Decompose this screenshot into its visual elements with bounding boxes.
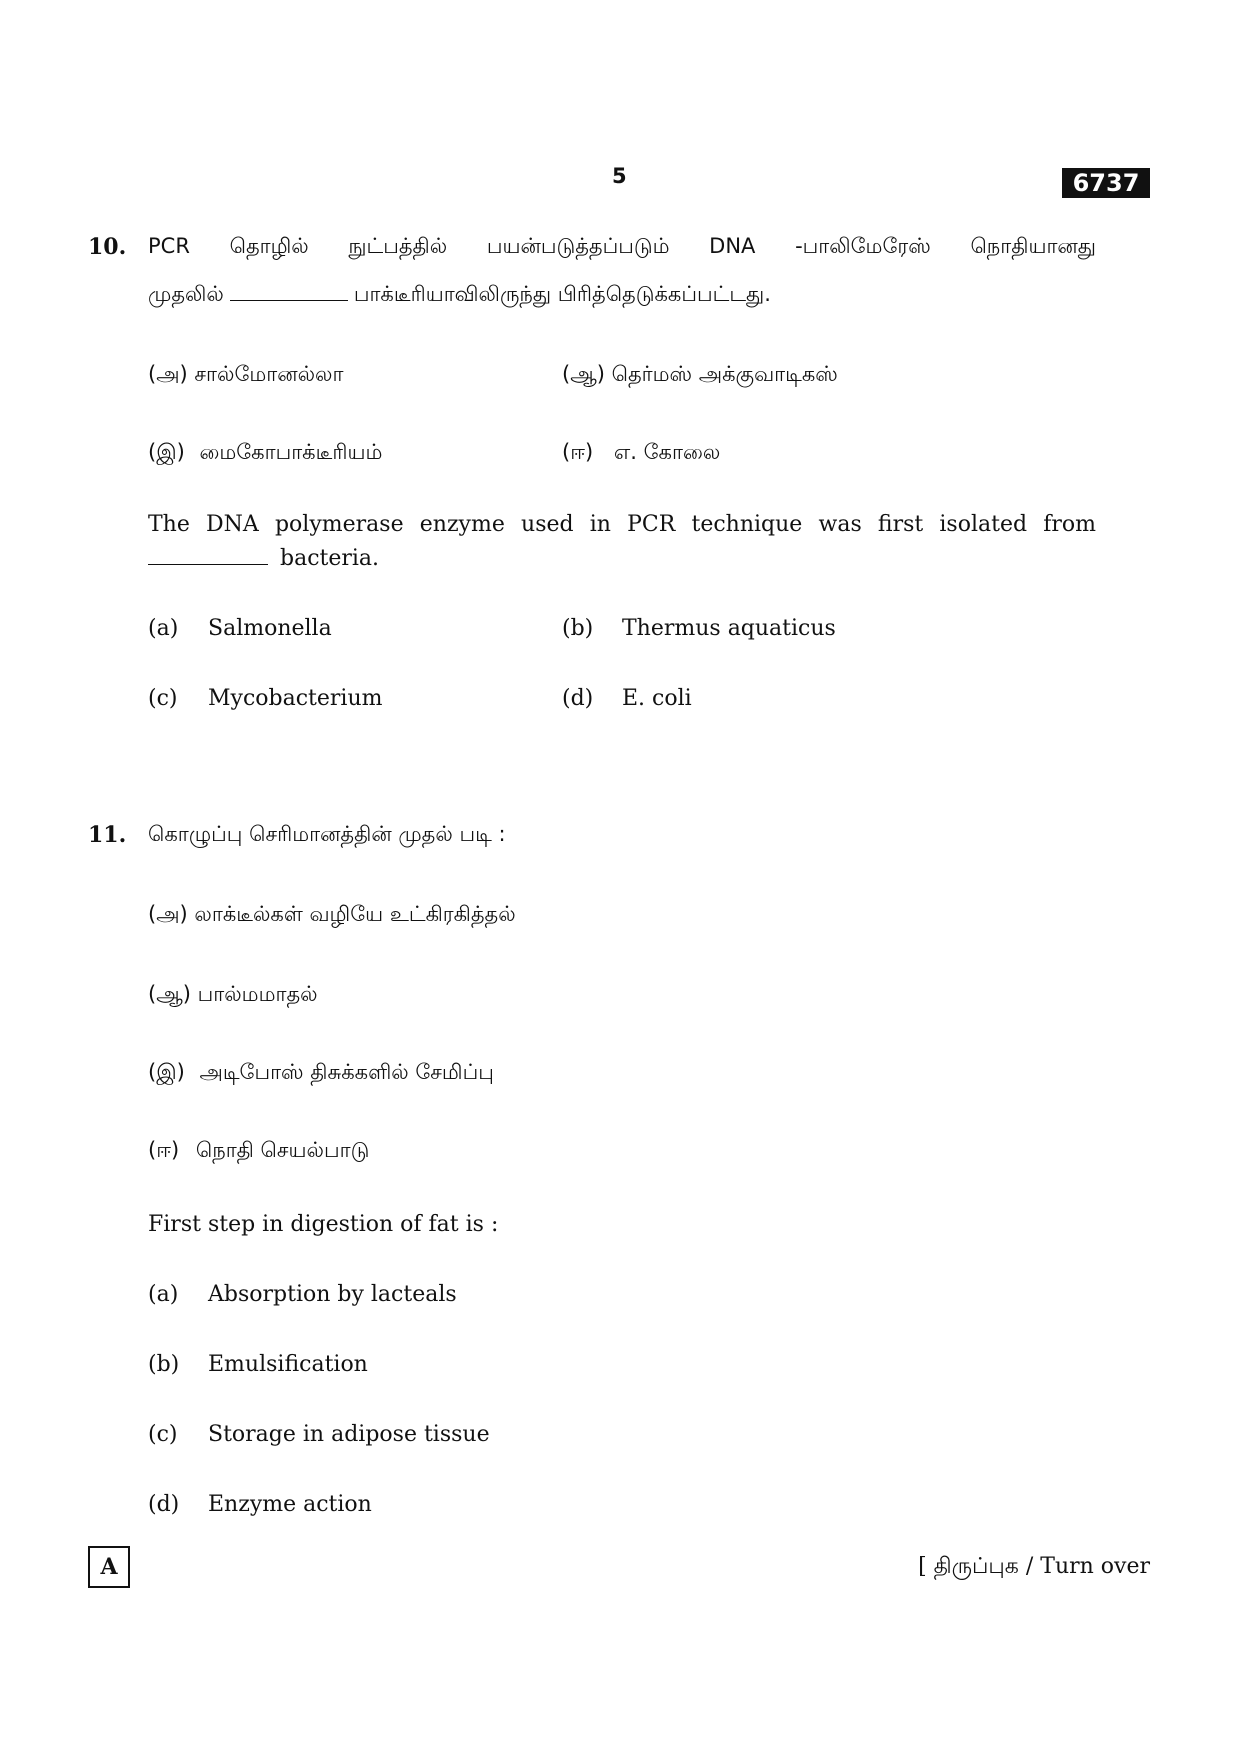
option-letter: (ஈ) [562,440,594,464]
q11-tamil-option-a [148,902,516,929]
option-letter: (அ) [148,902,188,926]
option-letter: (a) [148,616,179,641]
option-letter: (d) [148,1492,180,1517]
q10-tamil-line2-pre: முதலில் [148,282,224,306]
q10-tamil-option-b [562,362,838,389]
option-text: லாக்டீல்கள் வழியே உட்கிரகித்தல் [194,902,516,926]
q10-tamil-line2 [148,282,771,309]
q10-english-line2 [148,546,379,571]
q11-tamil-option-d [148,1138,369,1165]
option-letter: (c) [148,1422,178,1447]
turn-over-label: [ திருப்புக / Turn over [918,1554,1150,1579]
q11-tamil-option-b [148,982,318,1009]
q10-tamil-line1: PCR தொழில் நுட்பத்தில் பயன்படுத்தப்படும் DNA -பாலிமேரேஸ் நொதியானது [148,234,1096,258]
paper-code-badge: 6737 [1062,168,1150,198]
series-letter-box: A [88,1546,130,1588]
option-text: E. coli [622,686,692,711]
q11-tamil-option-c [148,1060,494,1087]
q10-tamil-option-a [148,362,343,389]
q10-tamil-option-c [148,440,382,467]
option-text: எ. கோலை [613,440,721,464]
option-text: பால்மமாதல் [197,982,318,1006]
option-text: Mycobacterium [208,686,383,711]
option-letter: (c) [148,686,178,711]
option-letter: (a) [148,1282,179,1307]
option-letter: (d) [562,686,594,711]
option-text: Absorption by lacteals [208,1282,457,1307]
q10-tamil-line2-post: பாக்டீரியாவிலிருந்து பிரித்தெடுக்கப்பட்டது. [353,282,771,306]
option-text: சால்மோனல்லா [194,362,344,386]
question-number-11: 11. [88,822,127,848]
option-letter: (ஈ) [148,1138,180,1162]
q11-tamil-question: கொழுப்பு செரிமானத்தின் முதல் படி : [148,822,506,846]
question-number-10: 10. [88,234,127,260]
q10-english-blank [148,563,268,565]
q10-tamil-option-d [562,440,720,467]
option-text: அடிபோஸ் திசுக்களில் சேமிப்பு [199,1060,494,1084]
option-text: நொதி செயல்பாடு [195,1138,370,1162]
option-letter: (b) [148,1352,180,1377]
option-letter: (b) [562,616,594,641]
page-number: 5 [612,164,627,188]
q10-english-line1: The DNA polymerase enzyme used in PCR technique was first isolated from [148,512,1096,537]
option-text: Storage in adipose tissue [208,1422,490,1447]
option-text: Enzyme action [208,1492,372,1517]
option-letter: (இ) [148,1060,185,1084]
option-text: Salmonella [208,616,332,641]
option-text: மைகோபாக்டீரியம் [199,440,383,464]
option-letter: (இ) [148,440,185,464]
option-letter: (அ) [148,362,188,386]
q10-english-line2-text: bacteria. [280,546,380,571]
option-text: Thermus aquaticus [622,616,836,641]
option-letter: (ஆ) [148,982,191,1006]
q11-english-question: First step in digestion of fat is : [148,1212,499,1237]
q10-tamil-blank [230,299,348,301]
option-text: தெர்மஸ் அக்குவாடிகஸ் [611,362,838,386]
option-text: Emulsification [208,1352,368,1377]
option-letter: (ஆ) [562,362,605,386]
